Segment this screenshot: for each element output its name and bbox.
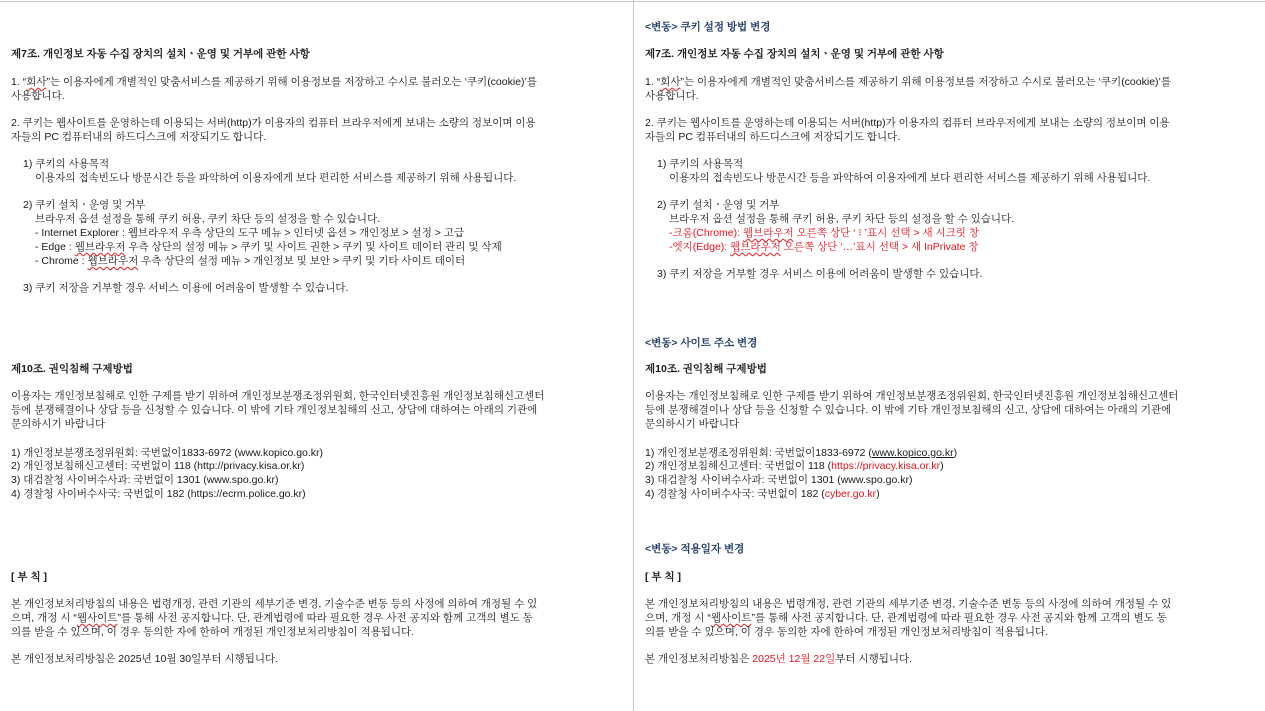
article7-para1: 1. “회사”는 이용자에게 개별적인 맞춤서비스를 제공하기 위해 이용정보를 저장하고 수시로 불러오는 ‘쿠키(cookie)’를 — [11, 76, 538, 88]
supplementary-title: [ 부 칙 ] — [645, 571, 682, 583]
after-column — [645, 0, 1250, 711]
spellcheck-word: 회사 — [26, 76, 47, 88]
supplementary-line3: 의를 받을 수 있으며, 이 경우 동의한 자에 한하여 개정된 개인정보처리방침이 적용됩니다. — [645, 626, 1049, 638]
article7-para1-cont: 사용합니다. — [645, 90, 699, 102]
agency-item: 3) 대검찰청 사이버수사과: 국번없이 1301 (www.spo.go.kr) — [645, 474, 913, 486]
supplementary-line2: 으며, 개정 시 “웹사이트”를 통해 사전 공지합니다. 단, 관계법령에 따라 필요한 경우 사전 공지와 함께 고객의 별도 동 — [645, 612, 1167, 624]
kopico-link[interactable]: www.kopico.go.kr — [871, 447, 954, 459]
article7-para2-cont: 자들의 PC 컴퓨터내의 하드디스크에 저장되기도 합니다. — [11, 131, 267, 143]
agency-item: 2) 개인정보침해신고센터: 국번없이 118 (http://privacy.kisa.or.kr) — [11, 460, 305, 472]
article10-para-line1: 이용자는 개인정보침해로 인한 구제를 받기 위하여 개인정보분쟁조정위원회, 한국인터넷진흥원 개인정보침해신고센터 — [645, 390, 1179, 402]
cookie-purpose-title: 1) 쿠키의 사용목적 — [23, 158, 110, 170]
supplementary-line1: 본 개인정보처리방침의 내용은 법령개정, 관련 기관의 세부기준 변경, 기술수준 변동 등의 사정에 의하여 개정될 수 있 — [645, 598, 1172, 610]
article10-para-line3: 문의하시기 바랍니다 — [11, 418, 106, 430]
agency-item: 1) 개인정보분쟁조정위원회: 국번없이1833-6972 (www.kopico.go.kr) — [645, 447, 958, 459]
article7-para2: 2. 쿠키는 웹사이트를 운영하는데 이용되는 서버(http)가 이용자의 컴퓨터 브라우저에게 보내는 소량의 정보이며 이용 — [645, 117, 1170, 129]
cookie-purpose-body: 이용자의 접속빈도나 방문시간 등을 파악하여 이용자에게 보다 편리한 서비스를 제공하기 위해 사용됩니다. — [35, 172, 517, 184]
edge-instruction: - Edge : 웹브라우저 우측 상단의 설정 메뉴 > 쿠키 및 사이트 권한 > 쿠키 및 사이트 데이터 관리 및 삭제 — [35, 241, 502, 253]
agency-item: 1) 개인정보분쟁조정위원회: 국번없이1833-6972 (www.kopico.go.kr) — [11, 447, 324, 459]
article10-title: 제10조. 권익침해 구제방법 — [11, 363, 133, 375]
cookie-settings-title: 2) 쿠키 설치ㆍ운영 및 거부 — [23, 199, 146, 211]
effective-date: 본 개인정보처리방침은 2025년 12월 22일부터 시행됩니다. — [645, 653, 913, 665]
chrome-instruction: - Chrome : 웹브라우저 우측 상단의 설정 메뉴 > 개인정보 및 보안 > 쿠키 및 기타 사이트 데이터 — [35, 255, 466, 267]
article7-title: 제7조. 개인정보 자동 수집 장치의 설치ㆍ운영 및 거부에 관한 사항 — [645, 48, 944, 60]
agency-item: 3) 대검찰청 사이버수사과: 국번없이 1301 (www.spo.go.kr) — [11, 474, 279, 486]
cookie-settings-body: 브라우저 옵션 설정을 통해 쿠키 허용, 쿠키 차단 등의 설정을 할 수 있습니다. — [35, 213, 381, 225]
cookie-settings-body: 브라우저 옵션 설정을 통해 쿠키 허용, 쿠키 차단 등의 설정을 할 수 있습니다. — [669, 213, 1015, 225]
cookie-refuse-note: 3) 쿠키 저장을 거부할 경우 서비스 이용에 어려움이 발생할 수 있습니다. — [657, 268, 983, 280]
change-heading-site: <변동> 사이트 주소 변경 — [645, 337, 758, 349]
supplementary-line3: 의를 받을 수 있으며, 이 경우 동의한 자에 한하여 개정된 개인정보처리방침이 적용됩니다. — [11, 626, 415, 638]
police-url-changed: cyber.go.kr — [824, 488, 877, 500]
change-heading-date: <변동> 적용일자 변경 — [645, 543, 745, 555]
chrome-instruction-changed: -크롬(Chrome): 웹브라우저 오른쪽 상단 ‘ ⁝ ’표시 선택 > 새 시크릿 창 — [669, 227, 979, 239]
column-divider — [633, 0, 634, 711]
article10-title: 제10조. 권익침해 구제방법 — [645, 363, 767, 375]
article7-para2-cont: 자들의 PC 컴퓨터내의 하드디스크에 저장되기도 합니다. — [645, 131, 901, 143]
article10-para-line1: 이용자는 개인정보침해로 인한 구제를 받기 위하여 개인정보분쟁조정위원회, 한국인터넷진흥원 개인정보침해신고센터 — [11, 390, 545, 402]
article7-para2: 2. 쿠키는 웹사이트를 운영하는데 이용되는 서버(http)가 이용자의 컴퓨터 브라우저에게 보내는 소량의 정보이며 이용 — [11, 117, 536, 129]
article10-para-line2: 등에 분쟁해결이나 상담 등을 신청할 수 있습니다. 이 밖에 기타 개인정보침해의 신고, 상담에 대하여는 아래의 기관에 — [645, 404, 1172, 416]
kisa-url-changed: https://privacy.kisa.or.kr — [831, 460, 941, 472]
supplementary-line1: 본 개인정보처리방침의 내용은 법령개정, 관련 기관의 세부기준 변경, 기술수준 변동 등의 사정에 의하여 개정될 수 있 — [11, 598, 538, 610]
agency-item: 2) 개인정보침해신고센터: 국번없이 118 (https://privacy.kisa.or.kr) — [645, 460, 944, 472]
agency-item: 4) 경찰청 사이버수사국: 국번없이 182 (cyber.go.kr) — [645, 488, 880, 500]
before-column — [11, 0, 619, 711]
supplementary-title: [ 부 칙 ] — [11, 571, 48, 583]
agency-item: 4) 경찰청 사이버수사국: 국번없이 182 (https://ecrm.police.go.kr) — [11, 488, 306, 500]
article7-para1: 1. “회사”는 이용자에게 개별적인 맞춤서비스를 제공하기 위해 이용정보를 저장하고 수시로 불러오는 ‘쿠키(cookie)’를 — [645, 76, 1172, 88]
article7-para1-cont: 사용합니다. — [11, 90, 65, 102]
spellcheck-word: 회사 — [660, 76, 681, 88]
change-heading-cookie: <변동> 쿠키 설정 방법 변경 — [645, 21, 771, 33]
ie-instruction: - Internet Explorer : 웹브라우저 우측 상단의 도구 메뉴 > 인터넷 옵션 > 개인정보 > 설정 > 고급 — [35, 227, 465, 239]
edge-instruction-changed: -엣지(Edge): 웹브라우저 오른쪽 상단 ‘…’표시 선택 > 새 InPrivate 창 — [669, 241, 979, 253]
cookie-refuse-note: 3) 쿠키 저장을 거부할 경우 서비스 이용에 어려움이 발생할 수 있습니다. — [23, 282, 349, 294]
article10-para-line3: 문의하시기 바랍니다 — [645, 418, 740, 430]
cookie-purpose-title: 1) 쿠키의 사용목적 — [657, 158, 744, 170]
article10-para-line2: 등에 분쟁해결이나 상담 등을 신청할 수 있습니다. 이 밖에 기타 개인정보침해의 신고, 상담에 대하여는 아래의 기관에 — [11, 404, 538, 416]
effective-date: 본 개인정보처리방침은 2025년 10월 30일부터 시행됩니다. — [11, 653, 279, 665]
cookie-purpose-body: 이용자의 접속빈도나 방문시간 등을 파악하여 이용자에게 보다 편리한 서비스를 제공하기 위해 사용됩니다. — [669, 172, 1151, 184]
effective-date-changed: 2025년 12월 22일 — [752, 653, 836, 665]
supplementary-line2: 으며, 개정 시 “웹사이트”를 통해 사전 공지합니다. 단, 관계법령에 따라 필요한 경우 사전 공지와 함께 고객의 별도 동 — [11, 612, 533, 624]
cookie-settings-title: 2) 쿠키 설치ㆍ운영 및 거부 — [657, 199, 780, 211]
article7-title: 제7조. 개인정보 자동 수집 장치의 설치ㆍ운영 및 거부에 관한 사항 — [11, 48, 310, 60]
